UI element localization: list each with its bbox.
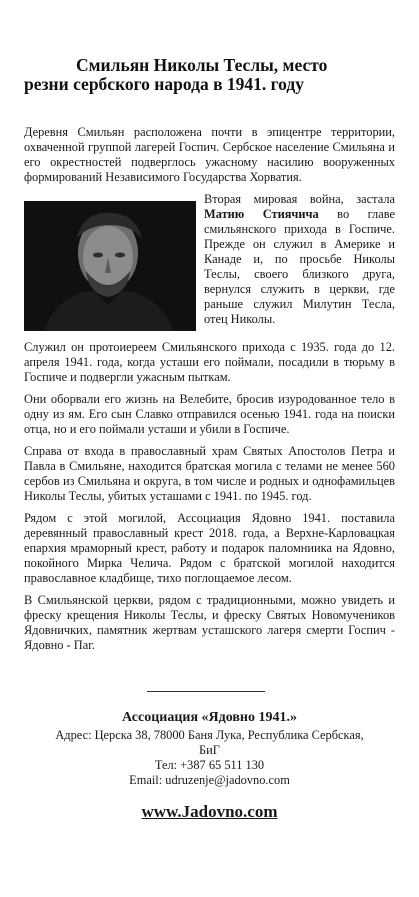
portrait-photo [24,201,196,331]
paragraph-3: Они оборвали его жизнь на Велебите, бросив изуродованное тело в одну из ям. Его сын Славко отправился осенью 1941. года на поиски отца, но и его поймали усташи и убили в Госпиче. [24,392,395,436]
title-line-2: резни сербского народа в 1941. году [24,74,305,94]
address-line-1: Адрес: Церска 38, 78000 Баня Лука, Республика Сербская, [55,728,364,742]
priest-name: Матию Стиячича [204,207,319,221]
title-line-1: Смильян Николы Теслы, место [76,55,328,75]
paragraph-2: Служил он протоиереем Смильянского прихода с 1935. года до 12. апреля 1941. года, когда усташи его поймали, посадили в тюрьму в Госпиче и подвергли ужасным пыткам. [24,340,395,384]
page-title [24,56,389,94]
photo-block [24,192,395,333]
email: Email: udruzenje@jadovno.com [129,773,290,787]
contact-footer [24,709,395,819]
portrait-image-icon [24,201,196,331]
phone: Тел: +387 65 511 130 [154,758,265,772]
photo-text-pre: Вторая мировая война, застала [204,192,395,206]
article-body [24,125,395,660]
photo-text-post: во главе смильянского прихода в Госпиче. Прежде он служил в Америке и Канаде и, по просьбе Николы Теслы, своего близкого друга, вернулся служить в церкви, где раньше служил Милутин Тесла, отец Николы. [204,207,395,326]
address-line-2: БиГ [199,743,220,757]
website-link[interactable]: www.Jadovno.com [141,802,278,821]
paragraph-intro: Деревня Смильян расположена почти в эпицентре территории, охваченной группой лагерей Госпич. Сербское население Смильяна и его окрестностей подверглось ужасному насилию вооруженных формирований Независимого Государства Хорватия. [24,125,395,184]
paragraph-6: В Смильянской церкви, рядом с традиционными, можно увидеть и фреску крещения Николы Теслы, и фреску Святых Новомучеников Ядовничких, памятник жертвам усташского лагеря смерти Госпич - Ядовно - Паг. [24,593,395,652]
paragraph-5: Рядом с этой могилой, Ассоциация Ядовно 1941. поставила деревянный православный крест 2018. года, а Верхне-Карловацкая епархия мраморный крест, работу и подарок паломниика на Ядовно, покойного Мирка Челича. Рядом с братской могилой находится православное кладбище, тихо поглощаемое лесом. [24,511,395,585]
organization-name: Ассоциация «Ядовно 1941.» [122,710,297,725]
divider [147,691,265,692]
paragraph-4: Справа от входа в православный храм Святых Апостолов Петра и Павла в Смильяне, находится братская могила с телами не менее 560 сербов из Смильяна и округа, в том числе и родных и однофамильцев Николы Теслы, убитых усташами с 1941. по 1945. год. [24,444,395,503]
